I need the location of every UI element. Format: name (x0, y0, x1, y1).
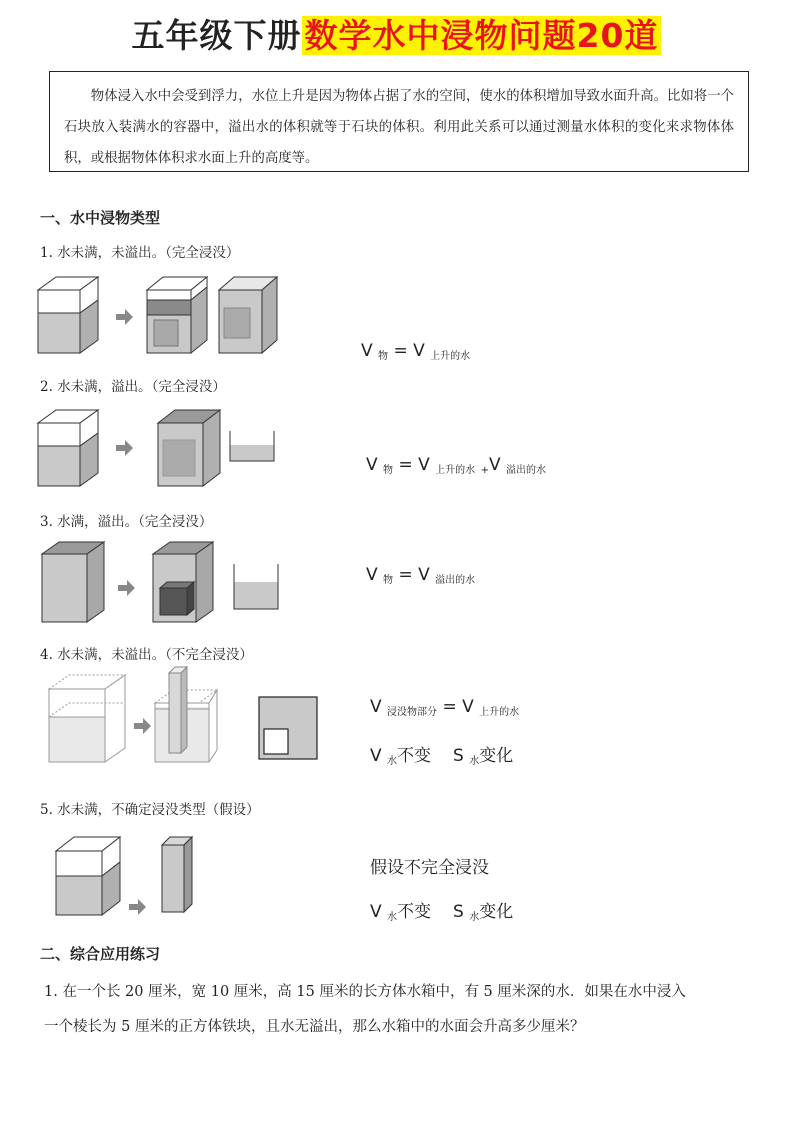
intro-box (49, 71, 749, 172)
note-text: 不变 (397, 902, 432, 922)
arrow-right-icon (116, 309, 133, 325)
formula-v: V (462, 697, 474, 717)
arrow-right-icon (118, 580, 135, 596)
overflow-basin (230, 431, 274, 461)
case5-diagram (54, 825, 214, 920)
case1-formula (361, 341, 470, 362)
case5-label: 5. 水未满，不确定浸没类型（假设） (40, 802, 260, 818)
case3-label: 3. 水满，溢出。（完全浸没） (40, 514, 213, 530)
note-v: V (370, 902, 382, 922)
note-text: 变化 (479, 746, 514, 766)
note-sub: 水 (469, 912, 480, 923)
case5-assume: 假设不完全浸没 (370, 858, 489, 878)
case4-note (370, 741, 513, 767)
container-icon (155, 667, 217, 762)
note-s: S (453, 902, 464, 922)
question1-line1: 1. 在一个长 20 厘米，宽 10 厘米，高 15 厘米的长方体水箱中，有 5 厘米深的水．如果在水中浸入 (44, 984, 686, 1000)
formula-sub: 溢出的水 (506, 465, 546, 476)
formula-sub: 溢出的水 (435, 575, 476, 586)
overflow-basin (234, 564, 278, 609)
case1-label: 1. 水未满，未溢出。（完全浸没） (40, 245, 240, 261)
case5-note (370, 897, 513, 923)
formula-sub: 物 (378, 351, 389, 362)
formula-eq: = (442, 697, 457, 717)
case1-diagram (36, 270, 286, 360)
container-icon (49, 675, 125, 762)
case2-diagram (36, 403, 286, 493)
intro-text: 物体浸入水中会受到浮力，水位上升是因为物体占据了水的空间，使水的体积增加导致水面升高。比如将一个石块放入装满水的容器中，溢出水的体积就等于石块的体积。利用此关系可以通过测量水体积的变化来求物体体积，或根据物体体积求水面上升的高度等。 (64, 89, 734, 166)
formula-v: V (366, 455, 378, 475)
formula-eq: = (393, 341, 408, 361)
formula-eq: = (398, 455, 413, 475)
case2-formula (366, 455, 546, 476)
formula-sub: 物 (383, 465, 394, 476)
arrow-right-icon (134, 718, 151, 734)
formula-v: V (413, 341, 425, 361)
section1-heading: 一、水中浸物类型 (40, 209, 161, 227)
arrow-right-icon (116, 440, 133, 456)
question1-line2: 一个棱长为 5 厘米的正方体铁块，且水无溢出，那么水箱中的水面会升高多少厘米？ (44, 1019, 585, 1035)
note-sub: 水 (387, 912, 398, 923)
formula-v: V (370, 697, 382, 717)
formula-sub: 物 (383, 575, 394, 586)
formula-v: V (418, 565, 430, 585)
case4-diagram (47, 665, 327, 767)
formula-sub: 浸没物部分 (387, 707, 438, 718)
formula-v: V (361, 341, 373, 361)
formula-v: V (366, 565, 378, 585)
formula-plus: + (480, 465, 489, 476)
formula-eq: = (398, 565, 413, 585)
container-icon (153, 542, 213, 622)
container-icon (147, 277, 207, 353)
note-text: 不变 (397, 746, 432, 766)
case2-label: 2. 水未满，溢出。（完全浸没） (40, 379, 226, 395)
formula-sub: 上升的水 (430, 351, 471, 362)
arrow-right-icon (129, 899, 146, 915)
case4-label: 4. 水未满，未溢出。（不完全浸没） (40, 647, 253, 663)
note-v: V (370, 746, 382, 766)
formula-v: V (488, 455, 501, 475)
note-sub: 水 (469, 756, 480, 767)
note-sub: 水 (387, 756, 398, 767)
formula-sub: 上升的水 (435, 465, 476, 476)
container-icon (56, 837, 120, 915)
page-title (0, 14, 793, 58)
container-icon (42, 542, 104, 622)
note-text: 变化 (479, 902, 514, 922)
container-icon (38, 277, 98, 353)
note-s: S (453, 746, 464, 766)
solid-block (162, 837, 192, 912)
question1 (44, 975, 764, 1045)
top-view (259, 697, 317, 759)
container-icon (38, 410, 98, 486)
formula-sub: 上升的水 (479, 707, 520, 718)
title-prefix: 五年级下册 (131, 16, 302, 55)
title-highlight: 数学水中浸物问题20道 (302, 16, 662, 55)
container-icon (219, 277, 277, 353)
section2-heading: 二、综合应用练习 (40, 945, 161, 963)
case3-formula (366, 565, 475, 586)
case4-formula (370, 697, 519, 718)
case3-diagram (40, 540, 290, 630)
formula-v: V (418, 455, 430, 475)
container-icon (158, 410, 220, 486)
